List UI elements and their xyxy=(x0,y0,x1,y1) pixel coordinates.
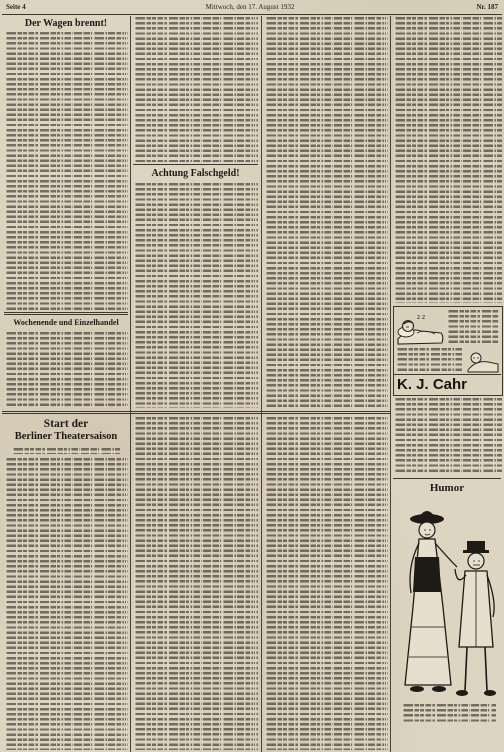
section-rule xyxy=(2,411,390,412)
resting-person-illustration xyxy=(466,346,500,374)
headline-humor: Humor xyxy=(429,482,465,494)
issue-date: Mittwoch, den 17. August 1932 xyxy=(205,3,295,11)
cartoon-caption-text xyxy=(402,704,496,722)
article-rule xyxy=(4,314,128,315)
article-rule xyxy=(393,478,501,479)
advertisement-text xyxy=(447,310,499,344)
header-rule xyxy=(2,14,502,15)
humor-cartoon xyxy=(397,497,501,701)
article-rule xyxy=(4,312,128,313)
column-rule xyxy=(261,16,262,752)
article-body-text xyxy=(265,17,388,408)
advertisement-text xyxy=(396,348,462,372)
cartoon-woman-figure xyxy=(405,511,457,692)
article-subtitle-text xyxy=(12,448,120,454)
cartoon-man-figure xyxy=(455,541,496,696)
headline-der-wagen-brennt: Der Wagen brennt! xyxy=(24,18,108,29)
advertisement-brand: K. J. Cahr xyxy=(397,376,468,393)
article-body-text xyxy=(5,332,128,408)
article-body-text xyxy=(5,32,128,310)
article-body-text xyxy=(134,183,258,408)
svg-text:z z: z z xyxy=(417,314,426,321)
page-number: Seite 4 xyxy=(6,3,26,11)
issue-number: Nr. 187 xyxy=(476,3,498,11)
article-body-text xyxy=(5,458,128,750)
article-body-text xyxy=(134,17,258,162)
article-body-text xyxy=(394,17,502,303)
headline-achtung-falschgeld: Achtung Falschgeld! xyxy=(151,168,240,179)
section-rule xyxy=(2,413,390,414)
headline-theater-line-1: Start der xyxy=(43,418,89,430)
advertisement-rule xyxy=(393,374,501,375)
headline-wochenende-und-einzelhandel: Wochenende und Einzelhandel xyxy=(13,318,119,327)
column-rule xyxy=(130,16,131,752)
headline-theater-line-2: Berliner Theatersaison xyxy=(14,431,118,442)
article-body-text xyxy=(265,417,388,750)
column-rule xyxy=(390,16,391,752)
article-body-text xyxy=(134,417,258,750)
article-rule xyxy=(133,164,258,165)
article-body-text xyxy=(394,398,502,474)
sleeping-man-illustration xyxy=(395,309,445,347)
